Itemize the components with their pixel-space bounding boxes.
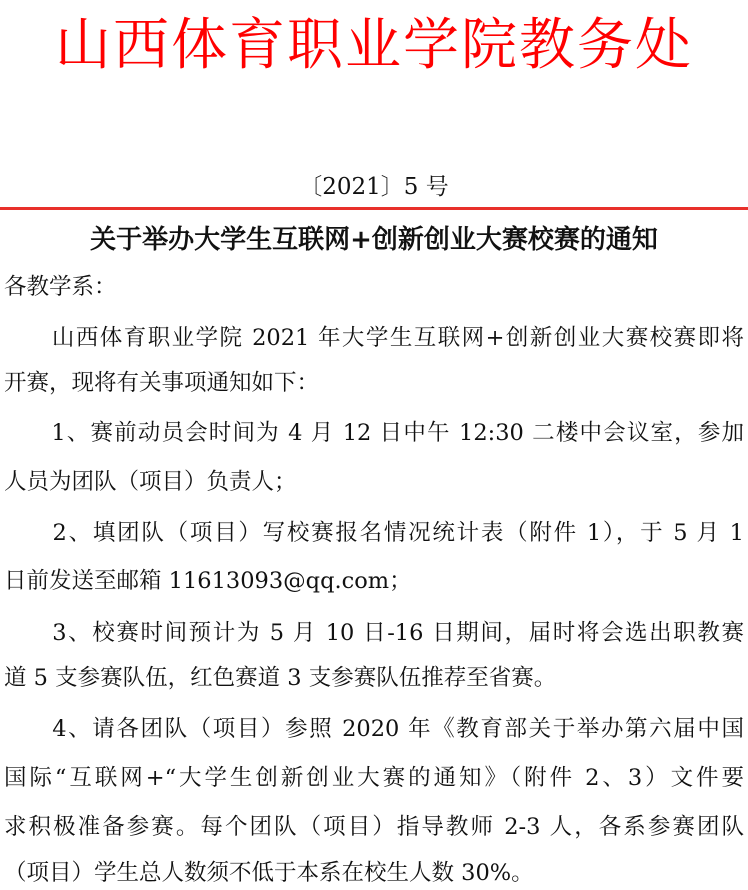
body-line: 1、赛前动员会时间为 4 月 12 日中午 12:30 二楼中会议室，参加 — [4, 420, 744, 446]
body-line: 国际“互联网+“大学生创新创业大赛的通知》（附件 2、3）文件要 — [4, 765, 744, 791]
red-divider-line — [0, 207, 748, 210]
body-line: 道 5 支参赛队伍，红色赛道 3 支参赛队伍推荐至省赛。 — [4, 665, 557, 691]
salutation: 各教学系： — [4, 274, 117, 300]
body-line: 山西体育职业学院 2021 年大学生互联网+创新创业大赛校赛即将 — [4, 325, 744, 351]
body-line: 3、校赛时间预计为 5 月 10 日-16 日期间，届时将会选出职教赛 — [4, 620, 744, 646]
body-line: 求积极准备参赛。每个团队（项目）指导教师 2-3 人，各系参赛团队 — [4, 814, 744, 840]
body-line: 4、请各团队（项目）参照 2020 年《教育部关于举办第六届中国 — [4, 716, 744, 742]
notice-title: 关于举办大学生互联网+创新创业大赛校赛的通知 — [90, 225, 658, 255]
body-line: 日前发送至邮箱 11613093@qq.com； — [4, 568, 412, 594]
body-line: 开赛，现将有关事项通知如下： — [4, 370, 320, 396]
body-line: （项目）学生总人数须不低于本系在校生人数 30%。 — [4, 860, 534, 886]
document-number: 〔2021〕5 号 — [299, 174, 449, 200]
body-line: 2、填团队（项目）写校赛报名情况统计表（附件 1），于 5 月 1 — [4, 520, 744, 546]
body-line: 人员为团队（项目）负责人； — [4, 469, 297, 495]
issuing-office-title: 山西体育职业学院教务处 — [55, 13, 693, 78]
